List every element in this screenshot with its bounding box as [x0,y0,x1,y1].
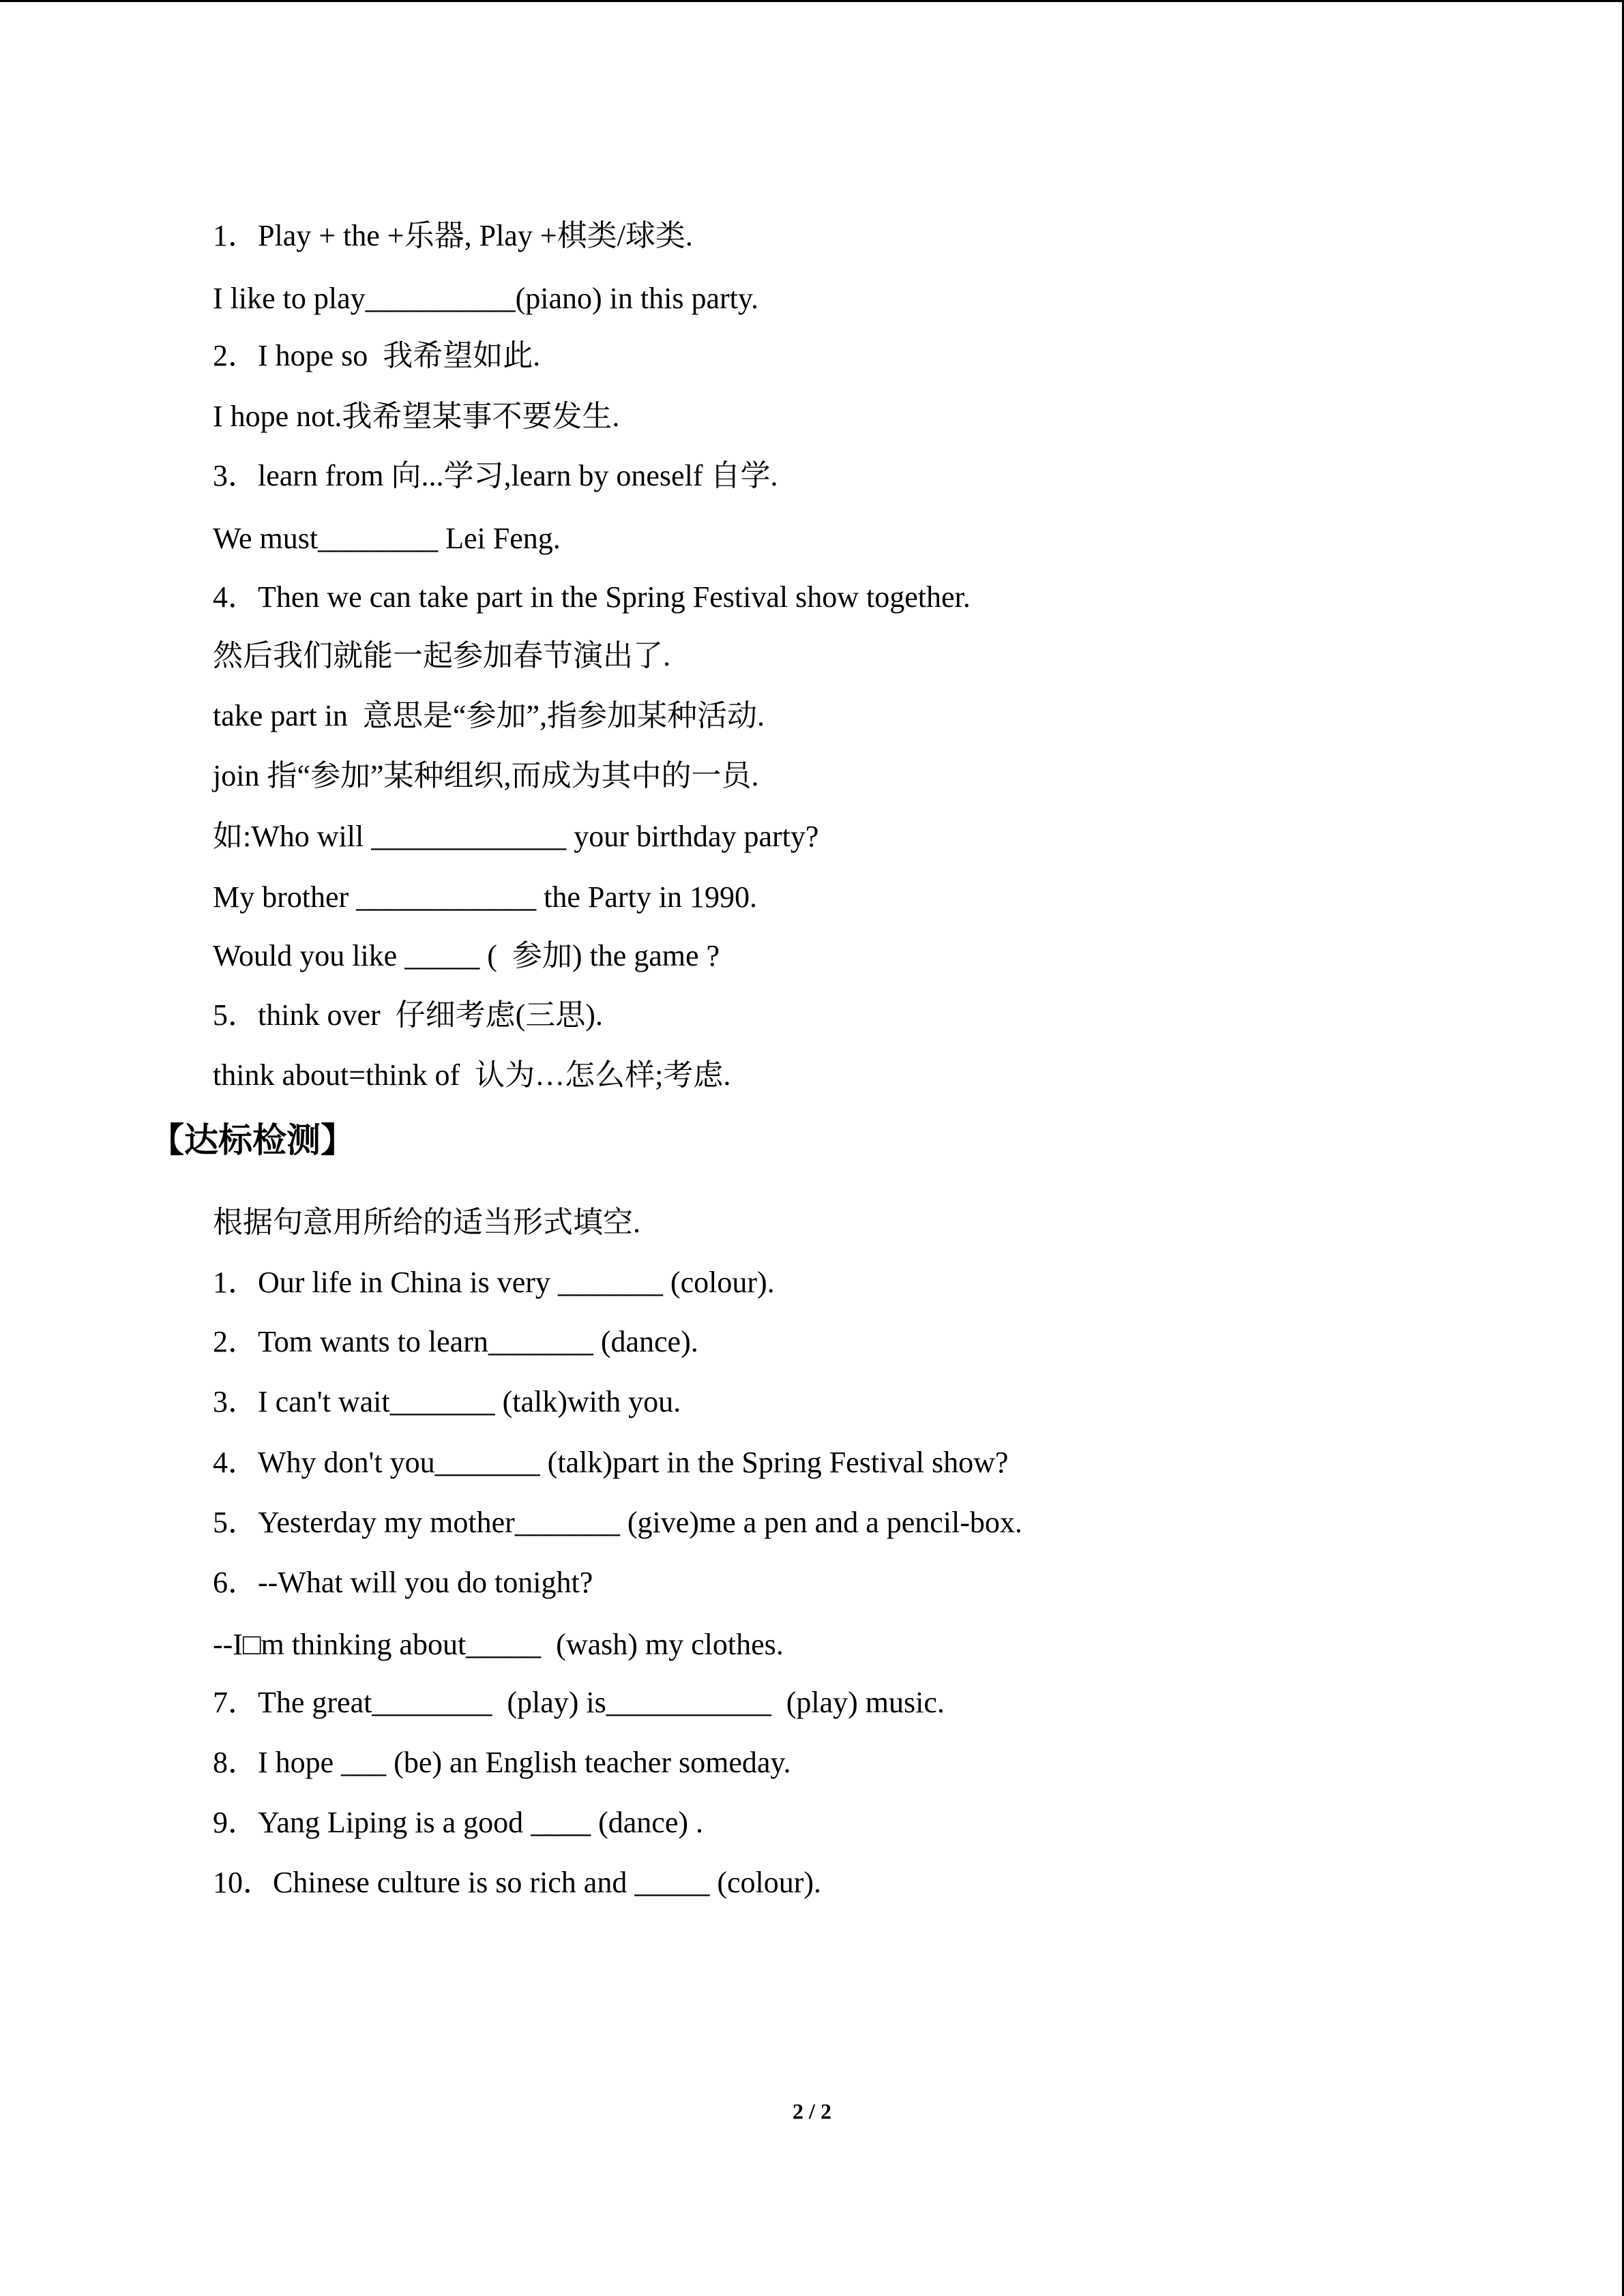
section-heading: 【达标检测】 [150,1120,355,1160]
note-line: I hope not.我希望某事不要发生. [213,400,620,433]
exercise-instruction: 根据句意用所给的适当形式填空. [213,1206,640,1239]
note-line: join 指“参加”某种组织,而成为其中的一员. [213,759,759,792]
exercise-line: 9．Yang Liping is a good ____ (dance) . [213,1806,703,1839]
exercise-line: 1．Our life in China is very _______ (colour). [213,1266,775,1299]
note-line: We must________ Lei Feng. [213,522,561,555]
exercise-line: 4．Why don't you_______ (talk)part in the Spring Festival show? [213,1446,1009,1479]
exercise-line: --I□m thinking about_____ (wash) my clothes. [213,1628,784,1661]
note-line: My brother ____________ the Party in 1990. [213,880,758,914]
note-line: 如:Who will _____________ your birthday party? [213,820,819,853]
note-line: 3．learn from 向...学习,learn by oneself 自学. [213,459,778,492]
exercise-line: 10．Chinese culture is so rich and _____ (colour). [213,1866,822,1899]
note-line: take part in 意思是“参加”,指参加某种活动. [213,699,765,732]
exercise-line: 7．The great________ (play) is___________ (play) music. [213,1686,945,1719]
note-line: 然后我们就能一起参加春节演出了. [213,639,670,672]
exercise-line: 5．Yesterday my mother_______ (give)me a pen and a pencil-box. [213,1506,1022,1539]
note-line: 4．Then we can take part in the Spring Festival show together. [213,580,971,614]
exercise-line: 3．I can't wait_______ (talk)with you. [213,1385,681,1418]
note-line: 2．I hope so 我希望如此. [213,339,541,372]
exercise-line: 6．--What will you do tonight? [213,1566,593,1599]
note-line: 1．Play + the +乐器, Play +棋类/球类. [213,219,693,252]
note-line: Would you like _____ ( 参加) the game ? [213,939,720,972]
exercise-line: 2．Tom wants to learn_______ (dance). [213,1325,698,1358]
note-line: think about=think of 认为…怎么样;考虑. [213,1058,731,1092]
page-number: 2 / 2 [793,2099,831,2123]
note-line: 5．think over 仔细考虑(三思). [213,998,603,1032]
exercise-line: 8．I hope ___ (be) an English teacher someday. [213,1746,791,1779]
note-line: I like to play__________(piano) in this party. [213,282,759,315]
